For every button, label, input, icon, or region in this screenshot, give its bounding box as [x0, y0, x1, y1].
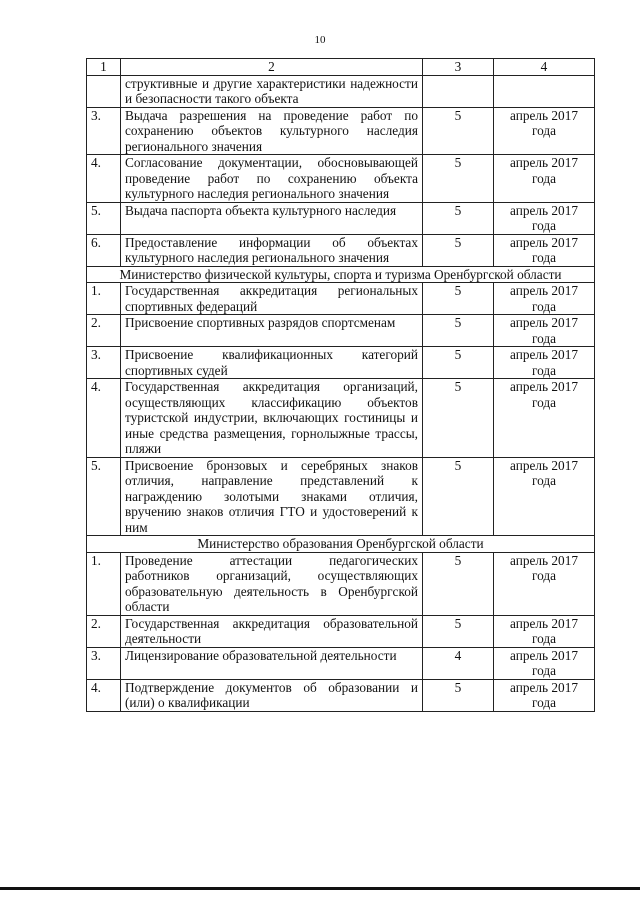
section-title: Министерство образования Оренбургской области [87, 536, 595, 553]
service-name: структивные и другие характеристики надежности и безопасности такого объекта [121, 75, 423, 107]
deadline-date: апрель 2017 года [494, 155, 595, 203]
page-number: 10 [314, 34, 326, 46]
service-name: Согласование документации, обосновывающей проведение работ по сохранению объекта культурного наследия регионального значения [121, 155, 423, 203]
row-number: 2. [87, 615, 121, 647]
term-days: 4 [423, 647, 494, 679]
table-row [87, 615, 595, 647]
section-title: Министерство физической культуры, спорта и туризма Оренбургской области [87, 266, 595, 283]
row-number: 1. [87, 552, 121, 615]
deadline-date: апрель 2017 года [494, 457, 595, 536]
term-days: 5 [423, 202, 494, 234]
service-name: Проведение аттестации педагогических работников организаций, осуществляющих образовательную деятельность в Оренбургской области [121, 552, 423, 615]
deadline-date: апрель 2017 года [494, 615, 595, 647]
term-days: 5 [423, 552, 494, 615]
header-cell-4: 4 [494, 59, 595, 76]
row-number [87, 75, 121, 107]
term-days: 5 [423, 679, 494, 711]
row-number: 6. [87, 234, 121, 266]
deadline-date: апрель 2017 года [494, 647, 595, 679]
table-row [87, 347, 595, 379]
section-row [87, 266, 595, 283]
term-days: 5 [423, 457, 494, 536]
term-days: 5 [423, 615, 494, 647]
deadline-date: апрель 2017 года [494, 347, 595, 379]
section-row [87, 536, 595, 553]
table-row [87, 155, 595, 203]
bottom-rule [0, 887, 640, 890]
table-row [87, 75, 595, 107]
table-row [87, 647, 595, 679]
service-name: Присвоение спортивных разрядов спортсменам [121, 315, 423, 347]
header-cell-3: 3 [423, 59, 494, 76]
deadline-date: апрель 2017 года [494, 283, 595, 315]
deadline-date: апрель 2017 года [494, 552, 595, 615]
deadline-date: апрель 2017 года [494, 202, 595, 234]
service-name: Государственная аккредитация региональных спортивных федераций [121, 283, 423, 315]
deadline-date [494, 75, 595, 107]
header-cell-1: 1 [87, 59, 121, 76]
term-days: 5 [423, 283, 494, 315]
term-days: 5 [423, 379, 494, 458]
deadline-date: апрель 2017 года [494, 107, 595, 155]
service-name: Государственная аккредитация образовательной деятельности [121, 615, 423, 647]
row-number: 1. [87, 283, 121, 315]
row-number: 4. [87, 379, 121, 458]
row-number: 4. [87, 155, 121, 203]
table-row [87, 552, 595, 615]
row-number: 2. [87, 315, 121, 347]
deadline-date: апрель 2017 года [494, 234, 595, 266]
table-row [87, 202, 595, 234]
term-days: 5 [423, 347, 494, 379]
service-name: Подтверждение документов об образовании и (или) о квалификации [121, 679, 423, 711]
row-number: 3. [87, 347, 121, 379]
deadline-date: апрель 2017 года [494, 315, 595, 347]
table-row [87, 107, 595, 155]
services-table [86, 58, 595, 712]
table-row [87, 283, 595, 315]
row-number: 3. [87, 107, 121, 155]
row-number: 4. [87, 679, 121, 711]
service-name: Государственная аккредитация организаций, осуществляющих классификацию объектов туристской индустрии, включающих гостиницы и иные средства размещения, горнолыжные трассы, пляжи [121, 379, 423, 458]
deadline-date: апрель 2017 года [494, 379, 595, 458]
term-days: 5 [423, 234, 494, 266]
row-number: 5. [87, 457, 121, 536]
table-row [87, 457, 595, 536]
table-row [87, 379, 595, 458]
header-cell-2: 2 [121, 59, 423, 76]
table-row [87, 315, 595, 347]
term-days: 5 [423, 315, 494, 347]
service-name: Предоставление информации об объектах культурного наследия регионального значения [121, 234, 423, 266]
row-number: 5. [87, 202, 121, 234]
term-days: 5 [423, 107, 494, 155]
table-header-row [87, 59, 595, 76]
term-days [423, 75, 494, 107]
row-number: 3. [87, 647, 121, 679]
service-name: Выдача паспорта объекта культурного наследия [121, 202, 423, 234]
service-name: Присвоение квалификационных категорий спортивных судей [121, 347, 423, 379]
term-days: 5 [423, 155, 494, 203]
service-name: Присвоение бронзовых и серебряных знаков отличия, направление представлений к награждению золотыми знаками отличия, вручению знаков отличия ГТО и удостоверений к ним [121, 457, 423, 536]
table-row [87, 679, 595, 711]
service-name: Выдача разрешения на проведение работ по сохранению объектов культурного наследия регионального значения [121, 107, 423, 155]
service-name: Лицензирование образовательной деятельности [121, 647, 423, 679]
deadline-date: апрель 2017 года [494, 679, 595, 711]
table-row [87, 234, 595, 266]
